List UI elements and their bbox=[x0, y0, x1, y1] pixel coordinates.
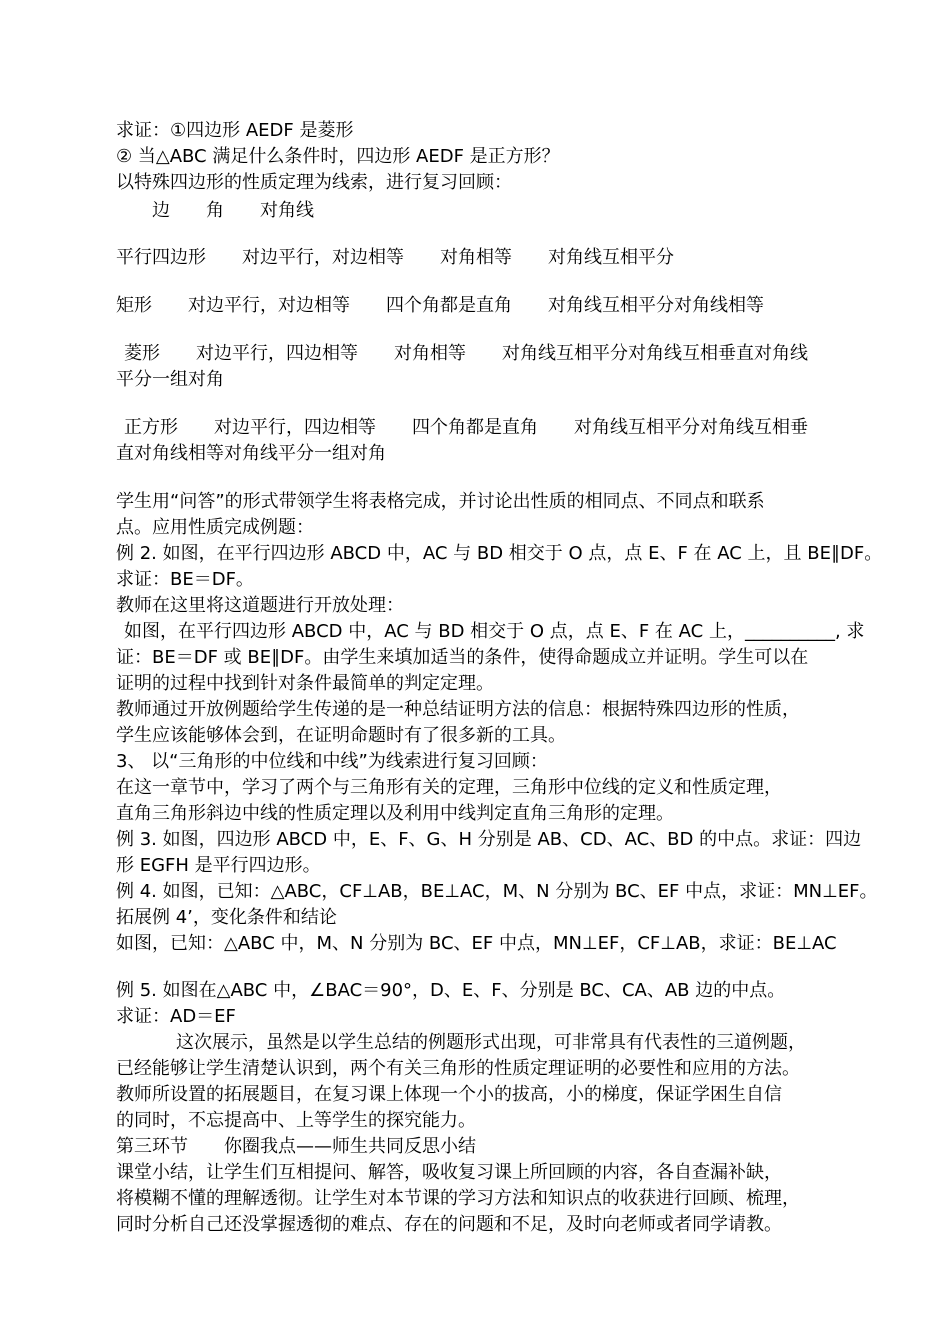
table-row-rectangle: 矩形 对边平行，对边相等 四个角都是直角 对角线互相平分对角线相等 bbox=[116, 295, 764, 316]
text-line: 以特殊四边形的性质定理为线索，进行复习回顾： bbox=[116, 172, 512, 193]
text-line: 将模糊不懂的理解透彻。让学生对本节课的学习方法和知识点的收获进行回顾、梳理， bbox=[116, 1188, 800, 1209]
text-line: 点。应用性质完成例题： bbox=[116, 517, 314, 538]
table-row-rhombus: 菱形 对边平行，四边相等 对角相等 对角线互相平分对角线互相垂直对角线 bbox=[124, 343, 808, 364]
text-line: 直角三角形斜边中线的性质定理以及利用中线判定直角三角形的定理。 bbox=[116, 803, 674, 824]
text-line: 形 EGFH 是平行四边形。 bbox=[116, 855, 321, 876]
text-line: 证明的过程中找到针对条件最简单的判定定理。 bbox=[116, 673, 494, 694]
section-heading-third: 第三环节 你圈我点——师生共同反思小结 bbox=[116, 1136, 476, 1157]
text-line: 在这一章节中，学习了两个与三角形有关的定理，三角形中位线的定义和性质定理， bbox=[116, 777, 782, 798]
example-3: 例 3. 如图，四边形 ABCD 中，E、F、G、H 分别是 AB、CD、AC、BD 的中点。求证：四边 bbox=[116, 829, 862, 850]
table-row-square-cont: 直对角线相等对角线平分一组对角 bbox=[116, 443, 386, 464]
table-row-parallelogram: 平行四边形 对边平行，对边相等 对角相等 对角线互相平分 bbox=[116, 247, 674, 268]
text-line: 已经能够让学生清楚认识到，两个有关三角形的性质定理证明的必要性和应用的方法。 bbox=[116, 1058, 800, 1079]
paragraph-start: 这次展示，虽然是以学生总结的例题形式出现，可非常具有代表性的三道例题， bbox=[176, 1032, 806, 1053]
text-line: 教师所设置的拓展题目，在复习课上体现一个小的拔高，小的梯度，保证学困生自信 bbox=[116, 1084, 782, 1105]
text-line: 拓展例 4’，变化条件和结论 bbox=[116, 907, 337, 928]
table-header-line: 边 角 对角线 bbox=[152, 200, 314, 221]
text-line: 课堂小结，让学生们互相提问、解答，吸收复习课上所回顾的内容，各自查漏补缺， bbox=[116, 1162, 782, 1183]
text-line: 教师通过开放例题给学生传递的是一种总结证明方法的信息：根据特殊四边形的性质， bbox=[116, 699, 800, 720]
text-line: ② 当△ABC 满足什么条件时，四边形 AEDF 是正方形？ bbox=[116, 146, 560, 167]
text-line: 求证：①四边形 AEDF 是菱形 bbox=[116, 120, 354, 141]
text-line: 求证：BE＝DF。 bbox=[116, 569, 254, 590]
table-row-square: 正方形 对边平行，四边相等 四个角都是直角 对角线互相平分对角线互相垂 bbox=[124, 417, 808, 438]
text-line: 学生应该能够体会到，在证明命题时有了很多新的工具。 bbox=[116, 725, 566, 746]
text-line: 同时分析自己还没掌握透彻的难点、存在的问题和不足，及时向老师或者同学请教。 bbox=[116, 1214, 782, 1235]
table-row-rhombus-cont: 平分一组对角 bbox=[116, 369, 224, 390]
example-4: 例 4. 如图，已知：△ABC，CF⊥AB，BE⊥AC，M、N 分别为 BC、EF 中点，求证：MN⊥EF。 bbox=[116, 881, 878, 902]
text-line: 学生用“问答”的形式带领学生将表格完成，并讨论出性质的相同点、不同点和联系 bbox=[116, 491, 765, 512]
text-line: 的同时，不忘提高中、上等学生的探究能力。 bbox=[116, 1110, 476, 1131]
text-line: 如图，在平行四边形 ABCD 中，AC 与 BD 相交于 O 点，点 E、F 在 AC 上，__________, 求 bbox=[124, 621, 865, 642]
text-line: 证：BE＝DF 或 BE∥DF。由学生来填加适当的条件，使得命题成立并证明。学生可以在 bbox=[116, 647, 809, 668]
section-heading-3: 3、 以“三角形的中位线和中线”为线索进行复习回顾： bbox=[116, 751, 548, 772]
text-line: 求证：AD＝EF bbox=[116, 1006, 236, 1027]
text-line: 如图，已知：△ABC 中，M、N 分别为 BC、EF 中点，MN⊥EF，CF⊥AB，求证：BE⊥AC bbox=[116, 933, 837, 954]
text-line: 教师在这里将这道题进行开放处理： bbox=[116, 595, 404, 616]
example-2: 例 2. 如图，在平行四边形 ABCD 中，AC 与 BD 相交于 O 点，点 E、F 在 AC 上，且 BE∥DF。 bbox=[116, 543, 883, 564]
example-5: 例 5. 如图在△ABC 中，∠BAC＝90°，D、E、F、分别是 BC、CA、AB 边的中点。 bbox=[116, 980, 786, 1001]
